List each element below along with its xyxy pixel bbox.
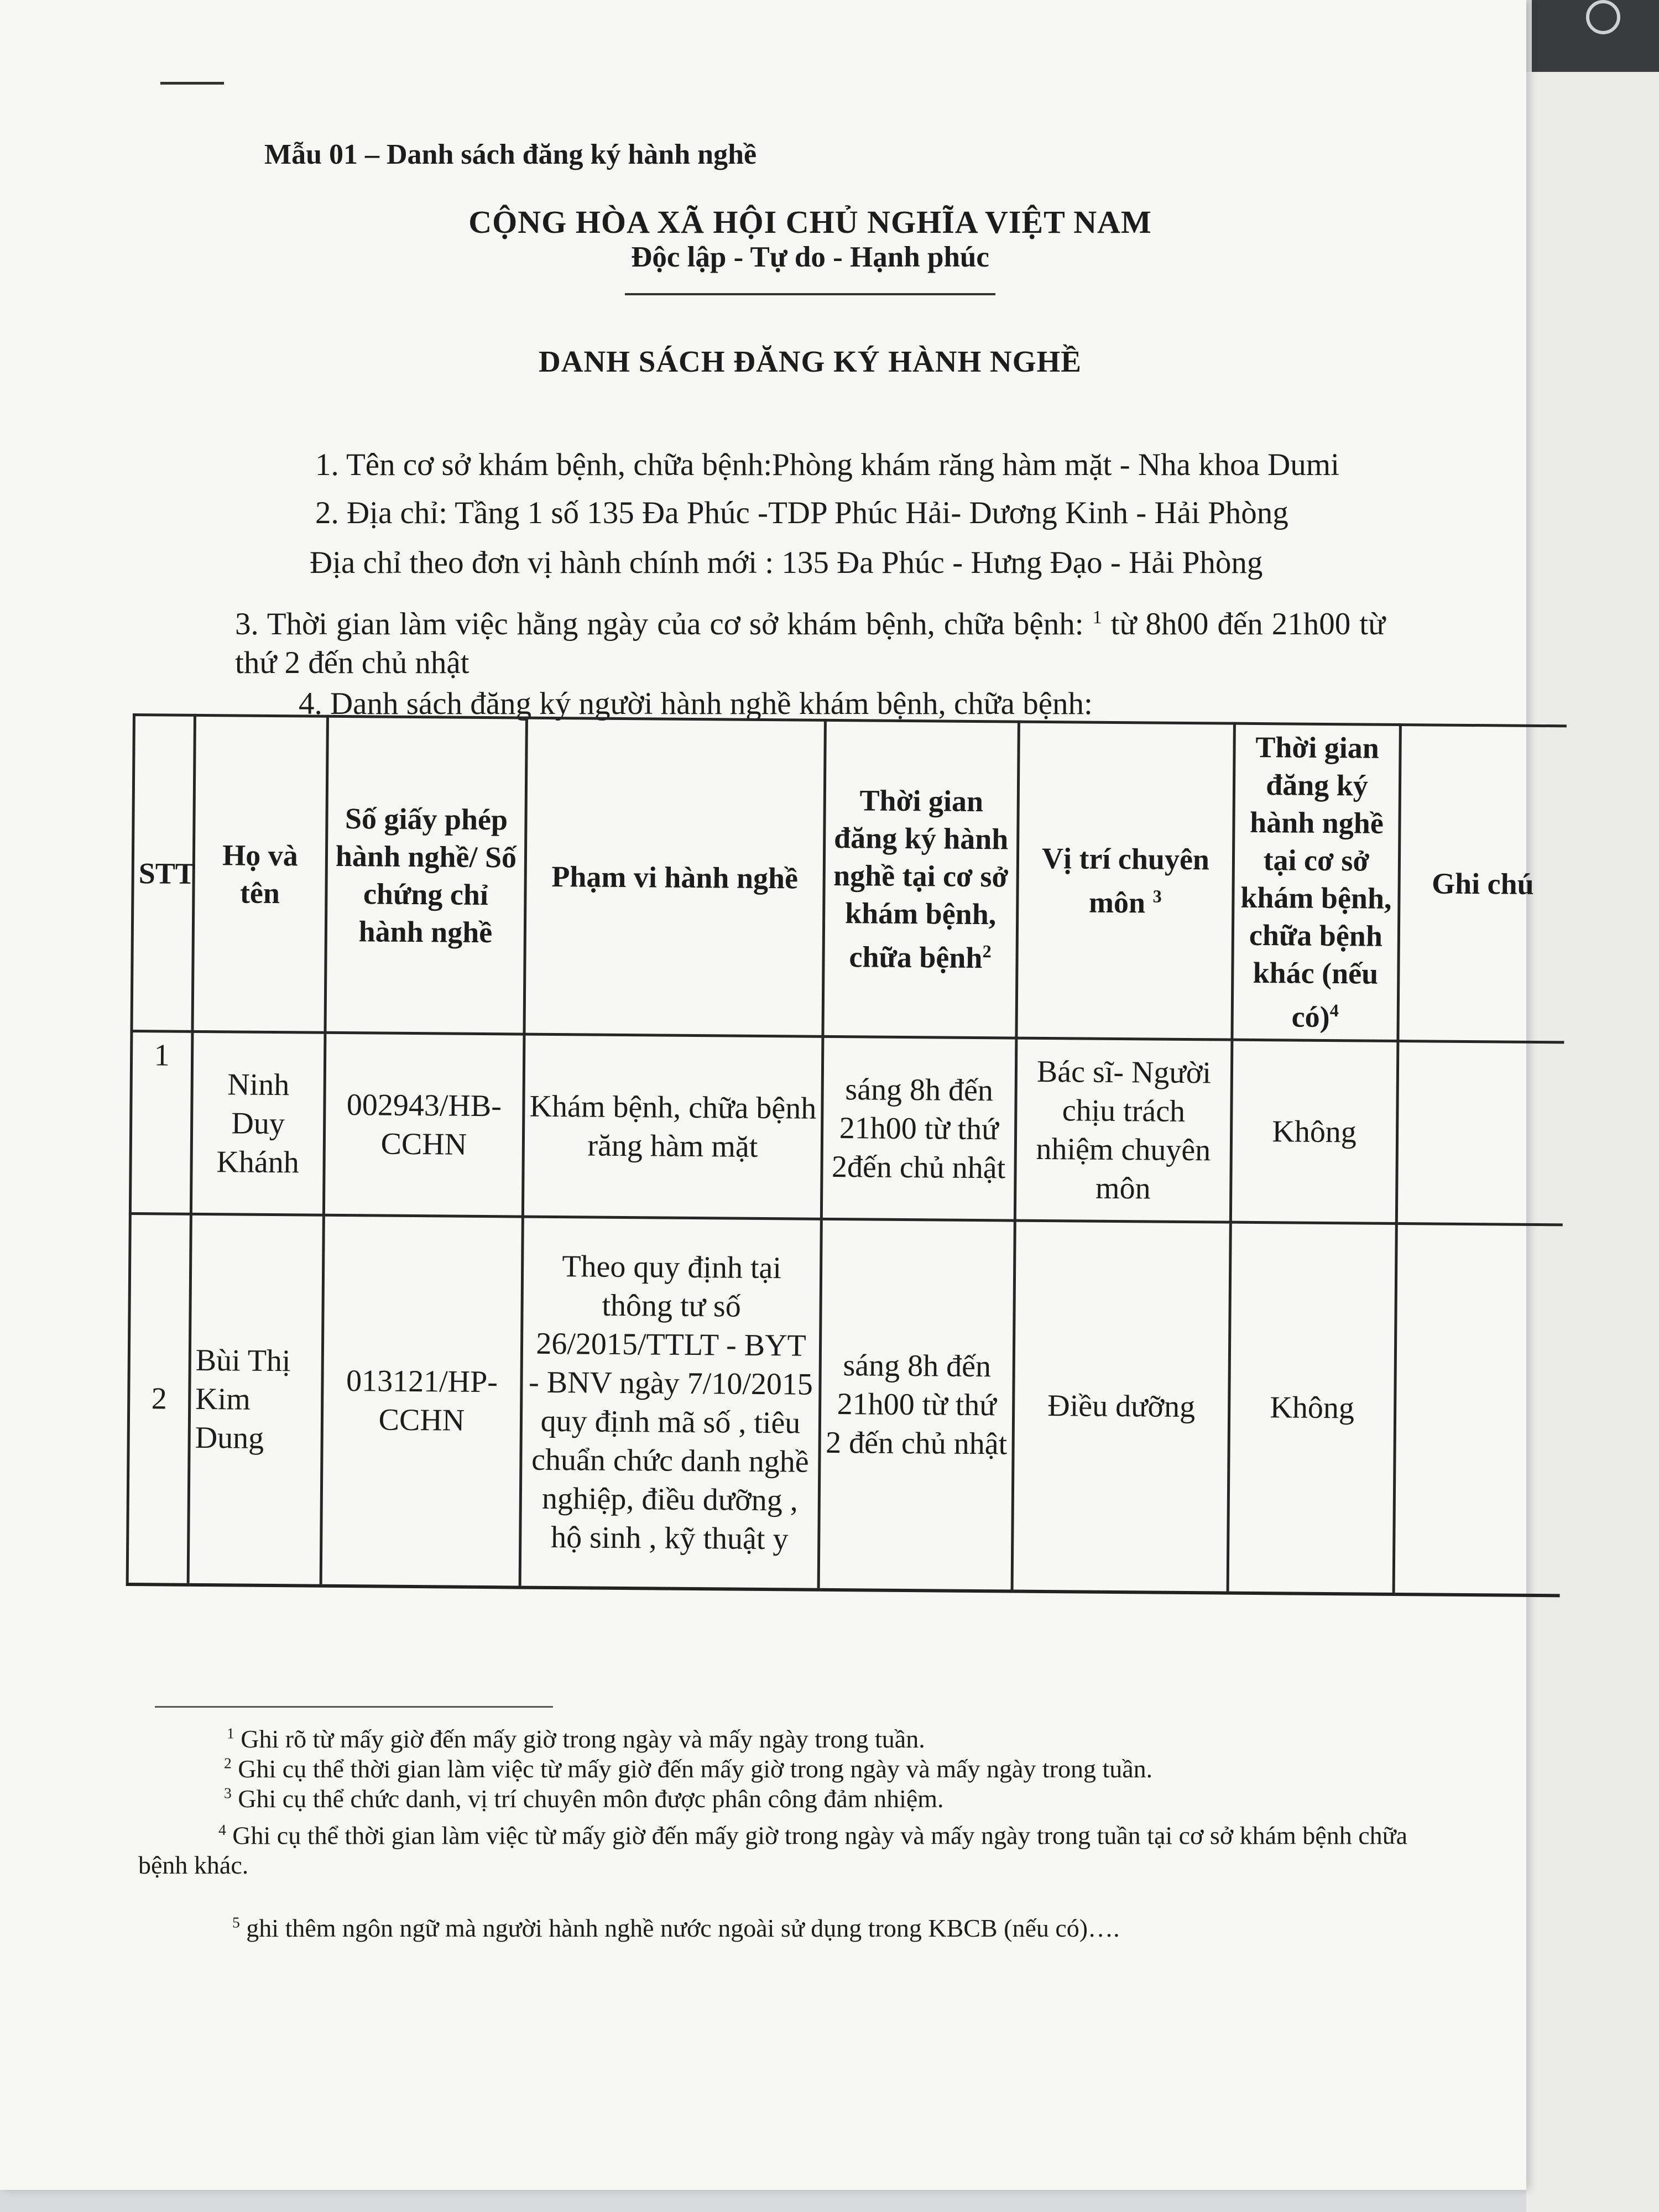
header-other-time-text: Thời gian đăng ký hành nghề tại cơ sở khám bệnh, chữa bệnh khác (nếu có) — [1240, 730, 1392, 1034]
footnote-number: 4 — [218, 1821, 226, 1838]
footnote-4 — [138, 1815, 1427, 1880]
cell-scope: Theo quy định tại thông tư số 26/2015/TTLT - BYT - BNV ngày 7/10/2015 quy định mã số , tiêu chuẩn chức danh nghề nghiệp, điều dưỡng , hộ sinh , kỹ thuật y — [520, 1217, 821, 1589]
motto: Độc lập - Tự do - Hạnh phúc — [631, 241, 989, 273]
cell-position: Bác sĩ- Người chịu trách nhiệm chuyên môn — [1015, 1038, 1232, 1222]
header-license: Số giấy phép hành nghề/ Số chứng chỉ hành nghề — [325, 716, 526, 1034]
working-hours — [235, 598, 1385, 682]
form-label: Mẫu 01 – Danh sách đăng ký hành nghề — [264, 139, 757, 170]
header-name: Họ và tên — [192, 715, 327, 1032]
practitioner-list-heading: 4. Danh sách đăng ký người hành nghề khám bệnh, chữa bệnh: — [299, 686, 1093, 721]
document-title: DANH SÁCH ĐĂNG KÝ HÀNH NGHỀ — [539, 345, 1082, 378]
camera-ring-icon — [1586, 0, 1620, 34]
cell-time: sáng 8h đến 21h00 từ thứ 2đến chủ nhật — [821, 1036, 1016, 1220]
header-other-time — [1232, 723, 1400, 1041]
footnote-ref: 4 — [1329, 1001, 1339, 1021]
footnote-number: 5 — [232, 1913, 240, 1931]
header-scope: Phạm vi hành nghề — [524, 718, 825, 1036]
facility-address: 2. Địa chỉ: Tầng 1 số 135 Đa Phúc -TDP Phúc Hải- Dương Kinh - Hải Phòng — [315, 495, 1288, 530]
motto-underline — [625, 293, 995, 295]
header-position — [1016, 722, 1234, 1040]
top-dash — [160, 82, 224, 85]
cell-other-time: Không — [1228, 1222, 1396, 1594]
footnote-text: Ghi rõ từ mấy giờ đến mấy giờ trong ngày và mấy ngày trong tuần. — [234, 1725, 925, 1753]
cell-scope: Khám bệnh, chữa bệnh răng hàm mặt — [523, 1034, 823, 1219]
working-hours-text: 3. Thời gian làm việc hằng ngày của cơ sở khám bệnh, chữa bệnh: — [235, 607, 1084, 641]
footnote-ref: 3 — [1152, 886, 1162, 907]
footnote-text: Ghi cụ thể thời gian làm việc từ mấy giờ đến mấy giờ trong ngày và mấy ngày trong tuần tại cơ sở khám bệnh chữa bệnh khác. — [138, 1821, 1407, 1880]
cell-stt: 1 — [130, 1031, 192, 1214]
working-hours-value: từ 8h00 đến 21h00 từ thứ 2 đến chủ nhật — [235, 607, 1385, 680]
footnote-text: ghi thêm ngôn ngữ mà người hành nghề nước ngoài sử dụng trong KBCB (nếu có)…. — [239, 1914, 1120, 1942]
footnote-number: 3 — [224, 1784, 232, 1802]
footnote-rule — [155, 1706, 553, 1708]
table-header-row — [132, 715, 1566, 1042]
header-position-text: Vị trí chuyên môn — [1041, 841, 1210, 920]
facility-new-address: Địa chỉ theo đơn vị hành chính mới : 135 Đa Phúc - Hưng Đạo - Hải Phòng — [310, 545, 1263, 580]
cell-license: 013121/HP-CCHN — [321, 1215, 523, 1587]
header-note: Ghi chú — [1398, 725, 1566, 1042]
cell-name: Ninh Duy Khánh — [191, 1031, 325, 1215]
cell-note — [1394, 1223, 1562, 1595]
cell-stt: 2 — [127, 1213, 191, 1584]
footnote-ref: 2 — [982, 942, 992, 962]
header-time — [823, 720, 1019, 1038]
cell-position: Điều dưỡng — [1012, 1220, 1230, 1593]
cell-other-time: Không — [1230, 1040, 1398, 1223]
table-row — [127, 1213, 1562, 1595]
header-time-text: Thời gian đăng ký hành nghề tại cơ sở khám bệnh, chữa bệnh — [833, 784, 1009, 975]
footnote-text: Ghi cụ thể chức danh, vị trí chuyên môn được phân công đảm nhiệm. — [231, 1785, 944, 1813]
footnote-ref: 1 — [1092, 607, 1102, 628]
cell-name: Bùi Thị Kim Dung — [188, 1214, 324, 1585]
footnote-1 — [227, 1724, 925, 1754]
footnote-number: 2 — [224, 1754, 232, 1772]
footnote-2 — [224, 1754, 1152, 1783]
header-stt: STT — [132, 715, 195, 1032]
footnote-5 — [232, 1913, 1120, 1943]
registration-table — [126, 713, 1567, 1597]
country-heading: CỘNG HÒA XÃ HỘI CHỦ NGHĨA VIỆT NAM — [468, 204, 1152, 240]
table-row — [130, 1031, 1564, 1225]
cell-license: 002943/HB-CCHN — [324, 1032, 524, 1217]
footnote-3 — [224, 1784, 944, 1813]
footnote-text: Ghi cụ thể thời gian làm việc từ mấy giờ đến mấy giờ trong ngày và mấy ngày trong tuần. — [231, 1755, 1153, 1783]
facility-name: 1. Tên cơ sở khám bệnh, chữa bệnh:Phòng khám răng hàm mặt - Nha khoa Dumi — [315, 447, 1339, 482]
footnote-number: 1 — [227, 1724, 234, 1742]
cell-time: sáng 8h đến 21h00 từ thứ 2 đến chủ nhật — [818, 1219, 1015, 1591]
cell-note — [1396, 1041, 1564, 1224]
